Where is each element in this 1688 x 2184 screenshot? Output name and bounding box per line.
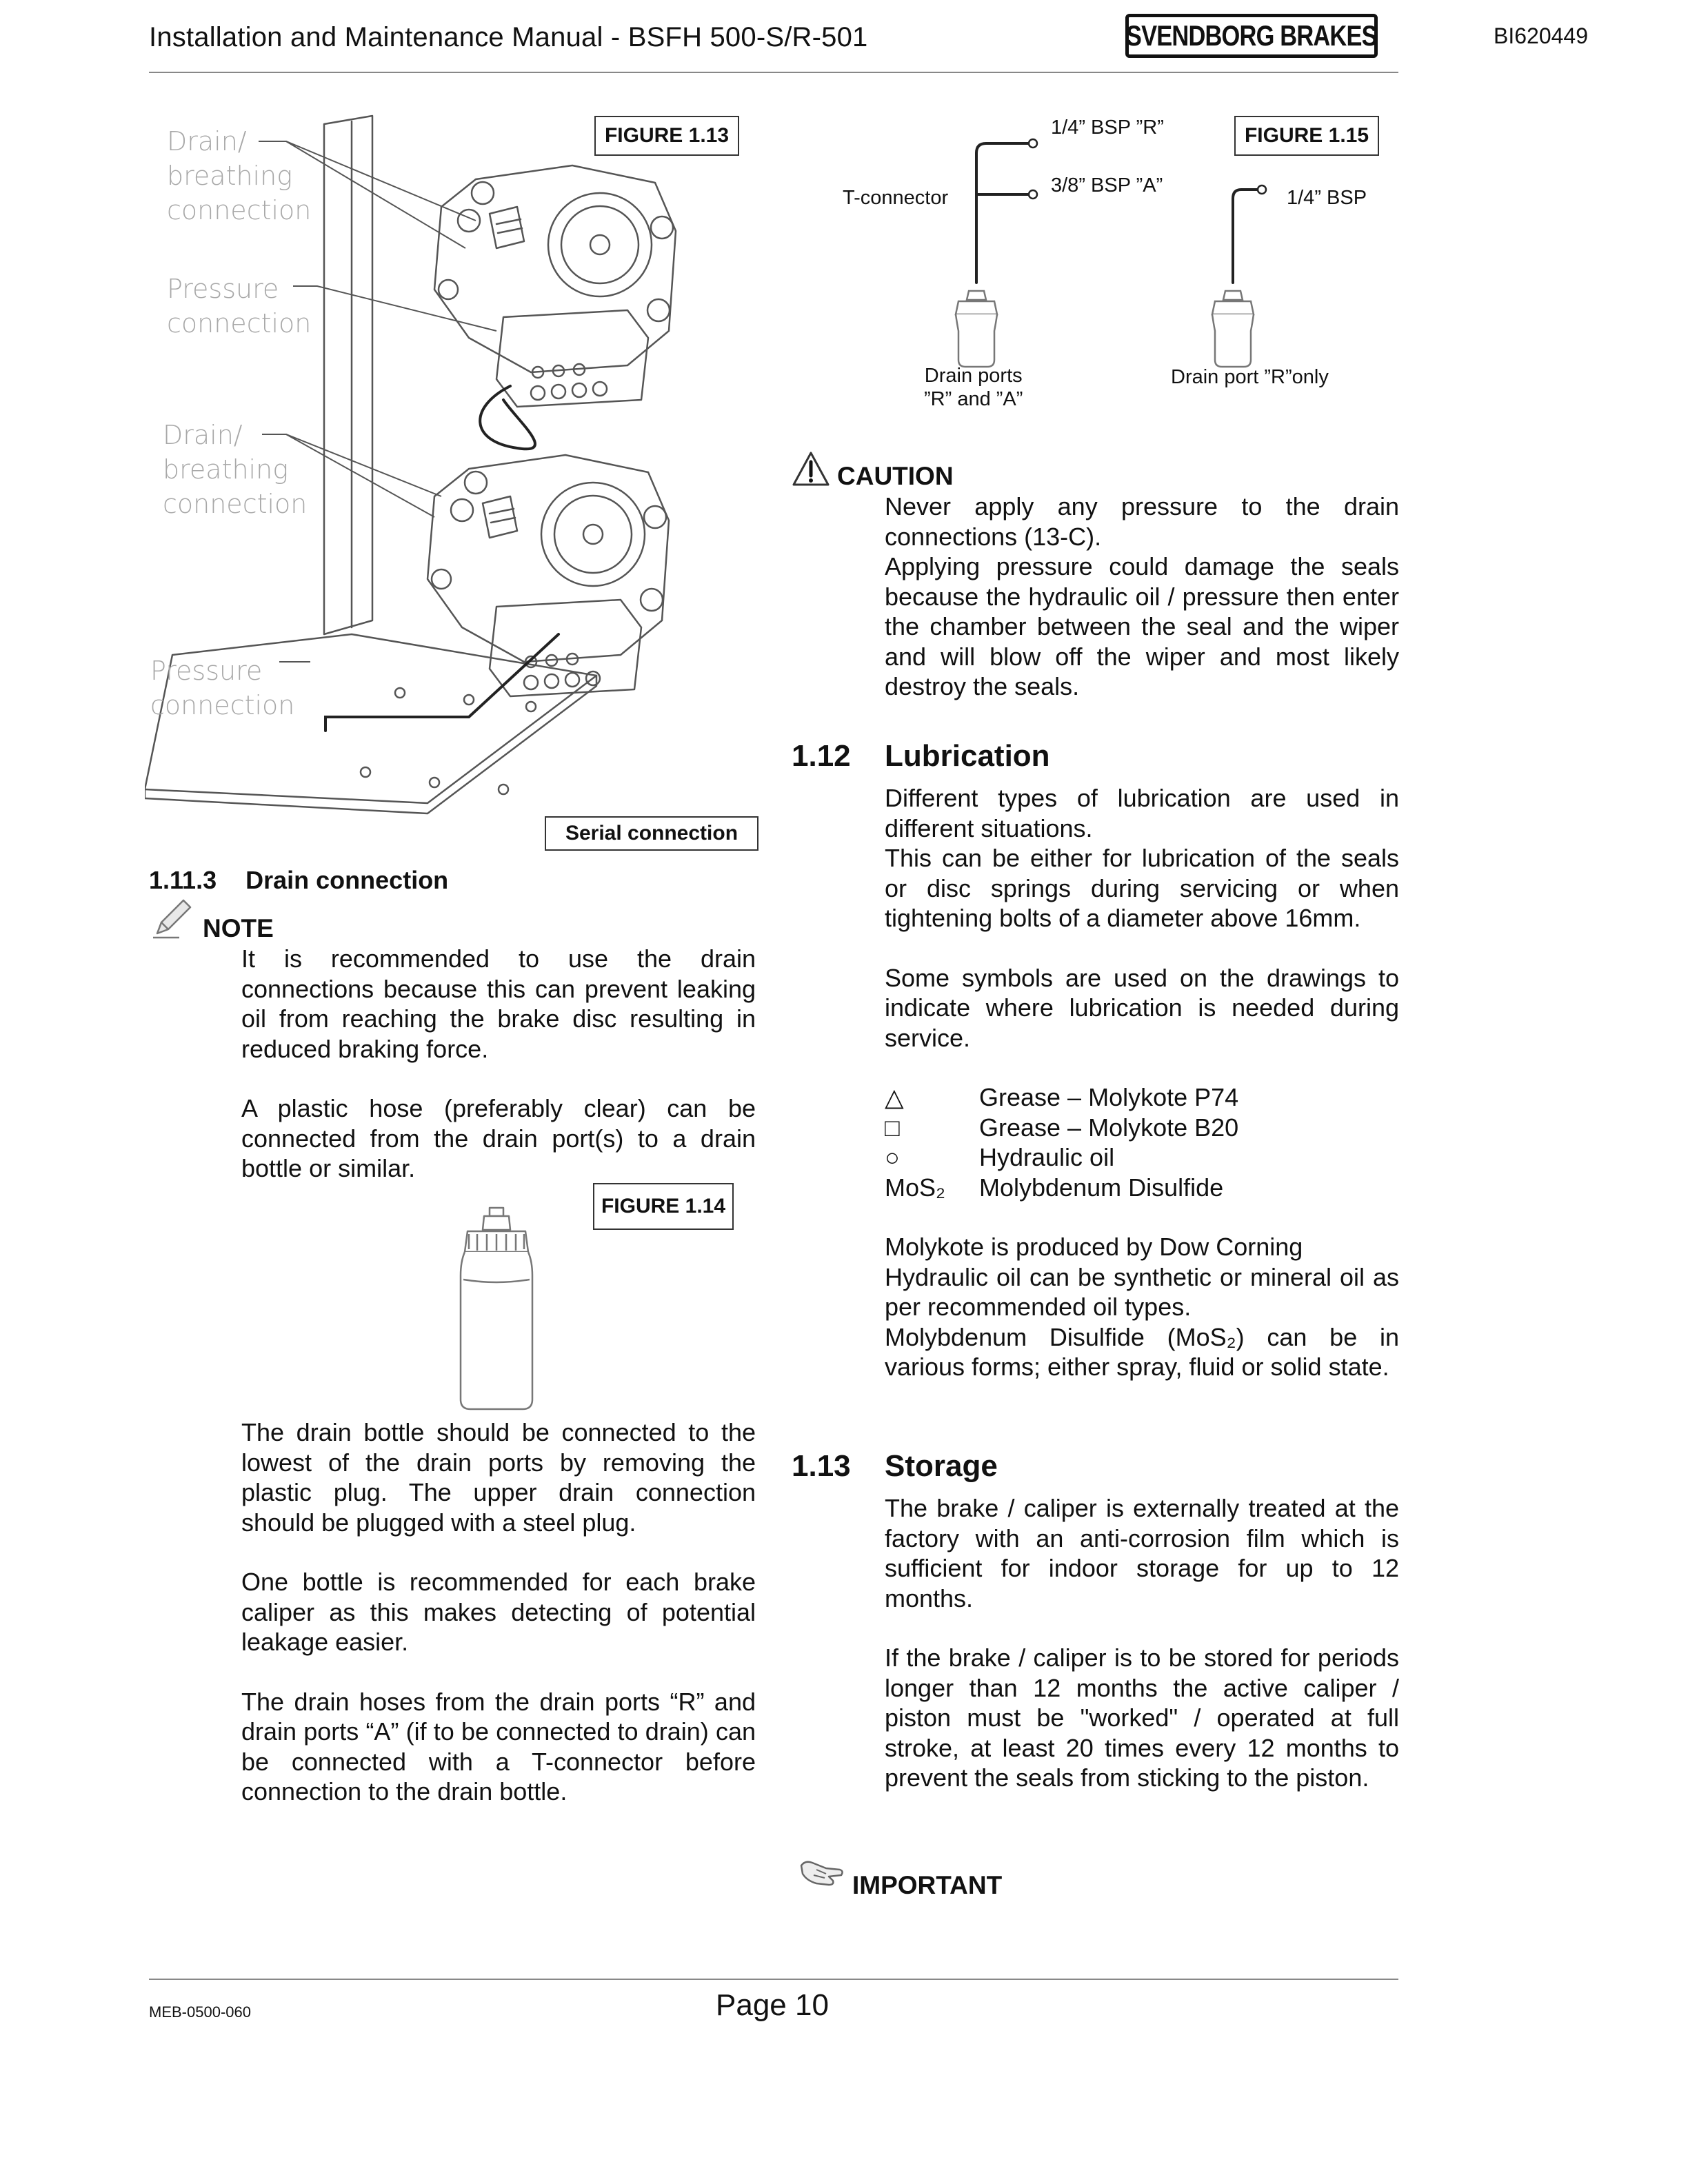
figure-1-15-label: FIGURE 1.15 (1234, 116, 1379, 156)
note-heading: NOTE (203, 914, 274, 942)
label-bsp-a: 3/8” BSP ”A” (1051, 174, 1163, 196)
company-logo (1125, 14, 1378, 58)
label-bsp-only: 1/4” BSP (1287, 187, 1367, 209)
header-rule (149, 72, 1398, 73)
drain-paragraph-4: One bottle is recommended for each brake caliper as this makes detecting of potential leakage easier. (241, 1568, 756, 1656)
drain-paragraph-3: The drain bottle should be connected to the lowest of the drain ports by removing the plastic plug. The upper drain connection should be plugged with a steel plug. (241, 1418, 756, 1537)
caution-line-1: Never apply any pressure to the drain connections (13-C). (885, 492, 1399, 551)
caution-heading: CAUTION (837, 462, 954, 490)
figure-1-13-caption: Serial connection (545, 816, 758, 851)
section-1-12-title: Lubrication (885, 739, 1050, 773)
lubrication-p3b: Hydraulic oil can be synthetic or mineral oil as per recommended oil types. (885, 1262, 1399, 1321)
logo-text: SVENDBORG BRAKES (1126, 19, 1377, 52)
symbol-text: Hydraulic oil (979, 1143, 1115, 1171)
footer-rule (149, 1979, 1398, 1980)
label-t-connector: T-connector (843, 187, 949, 209)
callout-pressure-bottom-line2: connection (150, 690, 295, 720)
label-bsp-r: 1/4” BSP ”R” (1051, 117, 1164, 139)
square-symbol-icon: □ (885, 1113, 900, 1142)
warning-triangle-icon (792, 451, 830, 487)
symbol-text: Grease – Molykote P74 (979, 1083, 1239, 1111)
symbol-row (885, 1173, 1399, 1203)
lubrication-p3a: Molykote is produced by Dow Corning (885, 1233, 1303, 1261)
lubrication-symbol-list (885, 1082, 1399, 1202)
section-1-13-number: 1.13 (792, 1449, 851, 1483)
caution-text (885, 492, 1399, 702)
mounting-plate (324, 116, 372, 634)
serial-hose (480, 386, 535, 449)
lubrication-text (885, 783, 1399, 1382)
figure-1-14 (448, 1206, 545, 1413)
header-title: Installation and Maintenance Manual - BSFH 500-S/R-501 (149, 22, 868, 52)
lubrication-p3c: Molybdenum Disulfide (MoS₂) can be in various forms; either spray, fluid or solid state. (885, 1322, 1399, 1381)
symbol-row (885, 1113, 1399, 1143)
callout-drain-top-line1: Drain/ (167, 126, 247, 156)
section-1-11-3-heading (149, 866, 448, 895)
section-1-12-number: 1.12 (792, 739, 851, 773)
symbol-row (885, 1082, 1399, 1113)
storage-p2: If the brake / caliper is to be stored for periods longer than 12 months the active caliper / piston must be "worked" / operated at full stroke, at least 20 times every 12 months to prevent the seals from sticking to the piston. (885, 1644, 1399, 1792)
circle-symbol-icon: ○ (885, 1143, 900, 1171)
callout-pressure-top-line2: connection (167, 308, 312, 338)
figure-1-13-label: FIGURE 1.13 (594, 116, 739, 156)
drain-paragraph-2: A plastic hose (preferably clear) can be connected from the drain port(s) to a drain bottle or similar. (241, 1094, 756, 1182)
symbol-row (885, 1142, 1399, 1173)
symbol-text: Molybdenum Disulfide (979, 1173, 1224, 1202)
callout-drain-top-line3: connection (167, 195, 312, 225)
lubrication-p2: Some symbols are used on the drawings to indicate where lubrication is needed during service. (885, 963, 1399, 1052)
drain-paragraph-1: It is recommended to use the drain connections because this can prevent leaking oil from reaching the brake disc resulting in reduced braking force. (241, 944, 756, 1063)
drain-bottle-drawing (448, 1206, 545, 1413)
label-drain-ports-line2: ”R” and ”A” (924, 388, 1023, 410)
callout-drain-bottom-line3: connection (163, 489, 308, 519)
callout-pressure-top-line1: Pressure (167, 274, 279, 304)
callout-drain-bottom (163, 418, 307, 521)
label-drain-ports-line1: Drain ports (924, 365, 1023, 387)
lubrication-p1a: Different types of lubrication are used in different situations. (885, 784, 1399, 842)
triangle-symbol-icon: △ (885, 1083, 904, 1111)
callout-drain-top (167, 124, 311, 228)
section-1-11-3-number: 1.11.3 (149, 866, 217, 894)
callout-drain-bottom-line1: Drain/ (163, 420, 243, 450)
callout-drain-bottom-line2: breathing (163, 454, 289, 485)
caution-line-2: Applying pressure could damage the seals because the hydraulic oil / pressure then enter the chamber between the seal and the wiper and will blow off the wiper and most likely destroy the seals. (885, 552, 1399, 700)
footer-code: MEB-0500-060 (149, 2003, 251, 2021)
document-number: BI620449 (1494, 23, 1589, 48)
label-drain-ports (924, 364, 1023, 411)
storage-p1: The brake / caliper is externally treated at the factory with an anti-corrosion film which is sufficient for indoor storage for up to 12 months. (885, 1494, 1399, 1612)
callout-pressure-bottom-line1: Pressure (150, 656, 263, 686)
callout-pressure-top (167, 272, 311, 341)
figure-1-14-label: FIGURE 1.14 (593, 1183, 734, 1230)
callout-pressure-bottom (150, 654, 294, 722)
mos2-symbol: MoS₂ (885, 1173, 945, 1202)
pencil-icon (152, 898, 193, 939)
hand-pointer-icon (798, 1856, 845, 1892)
storage-text (885, 1493, 1399, 1793)
lubrication-p1b: This can be either for lubrication of the seals or disc springs during servicing or when tightening bolts of a diameter above 16mm. (885, 844, 1399, 932)
section-1-11-3-title: Drain connection (245, 866, 449, 894)
drain-paragraph-5: The drain hoses from the drain ports “R” and drain ports “A” (if to be connected to drain) can be connected with a T-connector before connection to the drain bottle. (241, 1687, 756, 1806)
page-number: Page 10 (716, 1988, 829, 2022)
section-1-13-title: Storage (885, 1449, 998, 1483)
symbol-text: Grease – Molykote B20 (979, 1113, 1239, 1142)
callout-drain-top-line2: breathing (167, 161, 293, 191)
drain-connection-text (241, 944, 756, 1184)
drain-bottle-text (241, 1417, 756, 1807)
label-drain-port-r-only: Drain port ”R”only (1171, 366, 1329, 388)
important-heading: IMPORTANT (852, 1871, 1003, 1899)
